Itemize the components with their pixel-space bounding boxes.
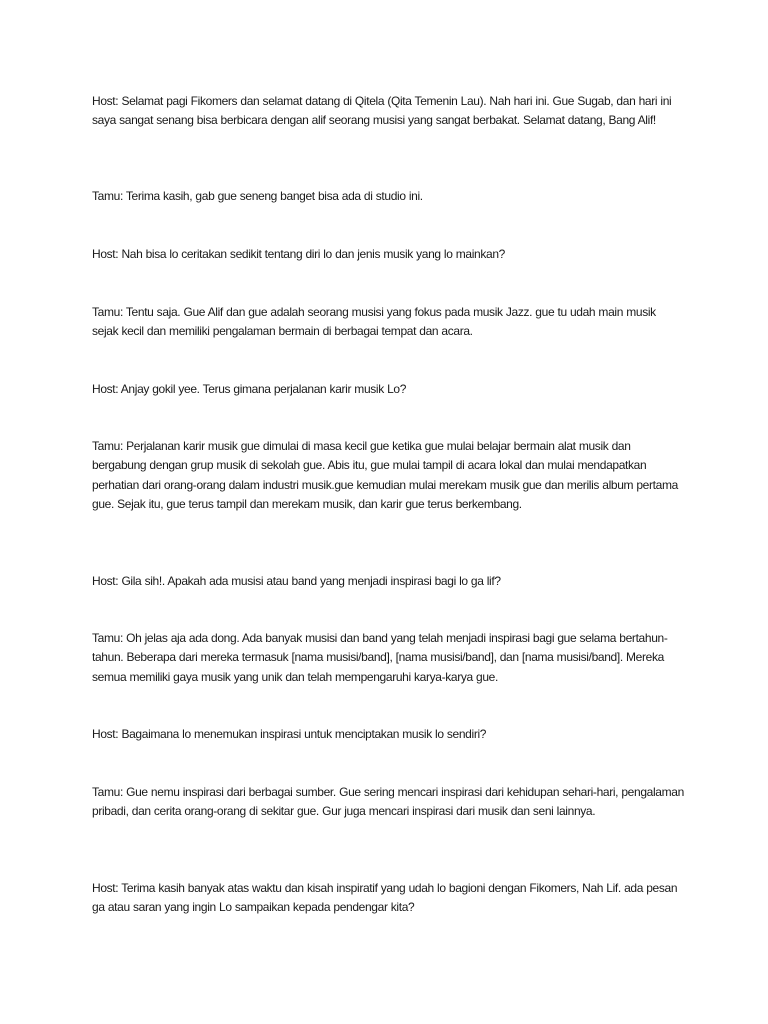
paragraph-host-opening: Host: Selamat pagi Fikomers dan selamat datang di Qitela (Qita Temenin Lau). Nah hari ini. Gue Sugab, dan hari ini saya sangat senang bisa berbicara dengan alif seorang musisi yang sangat berbakat. Selamat datang, Bang Alif! (92, 94, 672, 128)
paragraph-host-question-creating: Host: Bagaimana lo menemukan inspirasi untuk menciptakan musik lo sendiri? (92, 727, 487, 741)
paragraph-guest-intro: Tamu: Tentu saja. Gue Alif dan gue adalah seorang musisi yang fokus pada musik Jazz. gue tu udah main musik sejak kecil dan memiliki pengalaman bermain di berbagai tempat dan acara. (92, 305, 656, 339)
paragraph-guest-thanks: Tamu: Terima kasih, gab gue seneng banget bisa ada di studio ini. (92, 189, 423, 203)
paragraph-host-question-about: Host: Nah bisa lo ceritakan sedikit tentang diri lo dan jenis musik yang lo mainkan? (92, 247, 505, 261)
paragraph-guest-inspiration: Tamu: Oh jelas aja ada dong. Ada banyak musisi dan band yang telah menjadi inspirasi bagi gue selama bertahun-tahun. Beberapa dari mereka termasuk [nama musisi/band], [nama musisi/band], dan [nama musisi/band]. Mereka semua memiliki gaya musik yang unik dan telah mempengaruhi karya-karya gue. (92, 631, 668, 684)
paragraph-guest-career: Tamu: Perjalanan karir musik gue dimulai di masa kecil gue ketika gue mulai belajar bermain alat musik dan bergabung dengan grup musik di sekolah gue. Abis itu, gue mulai tampil di acara lokal dan mulai mendapatkan perhatian dari orang-orang dalam industri musik.gue kemudian mulai merekam musik gue dan merilis album pertama gue. Sejak itu, gue terus tampil dan merekam musik, dan karir gue terus berkembang. (92, 439, 678, 512)
paragraph-guest-sources: Tamu: Gue nemu inspirasi dari berbagai sumber. Gue sering mencari inspirasi dari kehidupan sehari-hari, pengalaman pribadi, dan cerita orang-orang di sekitar gue. Gur juga mencari inspirasi dari musik dan seni lainnya. (92, 785, 684, 819)
paragraph-host-closing: Host: Terima kasih banyak atas waktu dan kisah inspiratif yang udah lo bagioni dengan Fikomers, Nah Lif. ada pesan ga atau saran yang ingin Lo sampaikan kepada pendengar kita? (92, 881, 678, 915)
paragraph-host-question-career: Host: Anjay gokil yee. Terus gimana perjalanan karir musik Lo? (92, 382, 407, 396)
paragraph-host-question-inspiration: Host: Gila sih!. Apakah ada musisi atau band yang menjadi inspirasi bagi lo ga lif? (92, 574, 501, 588)
